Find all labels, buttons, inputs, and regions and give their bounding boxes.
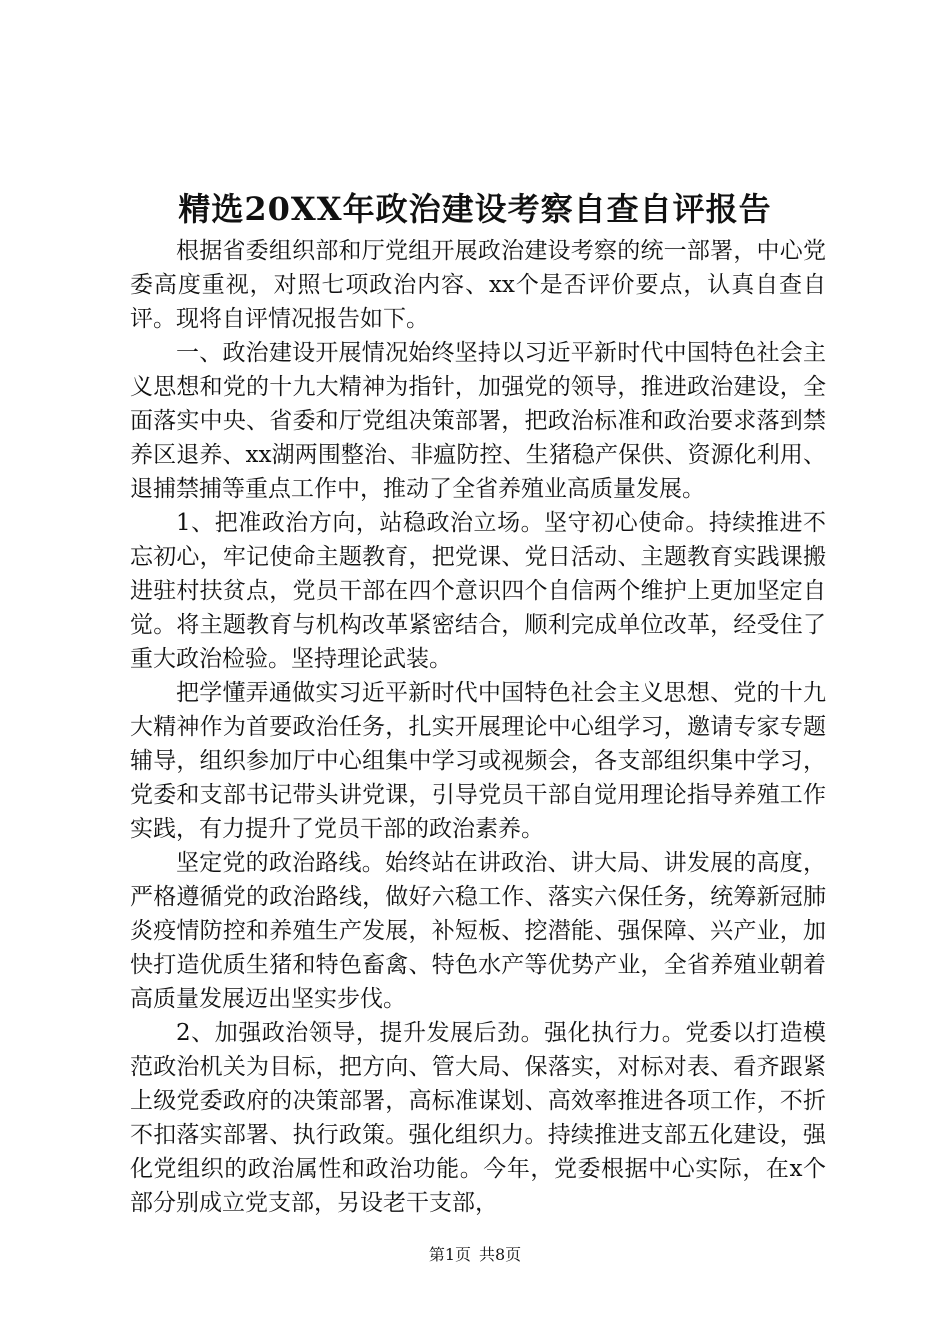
paragraph-intro: 根据省委组织部和厅党组开展政治建设考察的统一部署，中心党委高度重视，对照七项政治内容、xx个是否评价要点，认真自查自评。现将自评情况报告如下。: [130, 238, 826, 332]
page-number: 第1页: [428, 1245, 471, 1264]
document-body: [130, 234, 826, 1220]
paragraph-section-1: 一、政治建设开展情况始终坚持以习近平新时代中国特色社会主义思想和党的十九大精神为指针，加强党的领导，推进政治建设，全面落实中央、省委和厅党组决策部署，把政治标准和政治要求落到禁养区退养、xx湖两围整治、非瘟防控、生猪稳产保供、资源化利用、退捕禁捕等重点工作中，推动了全省养殖业高质量发展。: [130, 340, 826, 502]
paragraph-political-line: 坚定党的政治路线。始终站在讲政治、讲大局、讲发展的高度，严格遵循党的政治路线，做好六稳工作、落实六保任务，统筹新冠肺炎疫情防控和养殖生产发展，补短板、挖潜能、强保障、兴产业，加快打造优质生猪和特色畜禽、特色水产等优势产业，全省养殖业朝着高质量发展迈出坚实步伐。: [130, 850, 826, 1012]
paragraph-item-2: 2、加强政治领导，提升发展后劲。强化执行力。党委以打造模范政治机关为目标，把方向、管大局、保落实，对标对表、看齐跟紧上级党委政府的决策部署，高标准谋划、高效率推进各项工作，不折不扣落实部署、执行政策。强化组织力。持续推进支部五化建设，强化党组织的政治属性和政治功能。今年，党委根据中心实际，在x个部分别成立党支部，另设老干支部，: [130, 1020, 826, 1216]
page-footer: [0, 1244, 950, 1266]
paragraph-theory: 把学懂弄通做实习近平新时代中国特色社会主义思想、党的十九大精神作为首要政治任务，扎实开展理论中心组学习，邀请专家专题辅导，组织参加厅中心组集中学习或视频会，各支部组织集中学习，党委和支部书记带头讲党课，引导党员干部自觉用理论指导养殖工作实践，有力提升了党员干部的政治素养。: [130, 680, 826, 842]
paragraph-item-1: 1、把准政治方向，站稳政治立场。坚守初心使命。持续推进不忘初心，牢记使命主题教育，把党课、党日活动、主题教育实践课搬进驻村扶贫点，党员干部在四个意识四个自信两个维护上更加坚定自觉。将主题教育与机构改革紧密结合，顺利完成单位改革，经受住了重大政治检验。坚持理论武装。: [130, 510, 826, 672]
document-title: 精选20XX年政治建设考察自查自评报告: [178, 190, 772, 228]
page-total: 共8页: [479, 1245, 522, 1264]
